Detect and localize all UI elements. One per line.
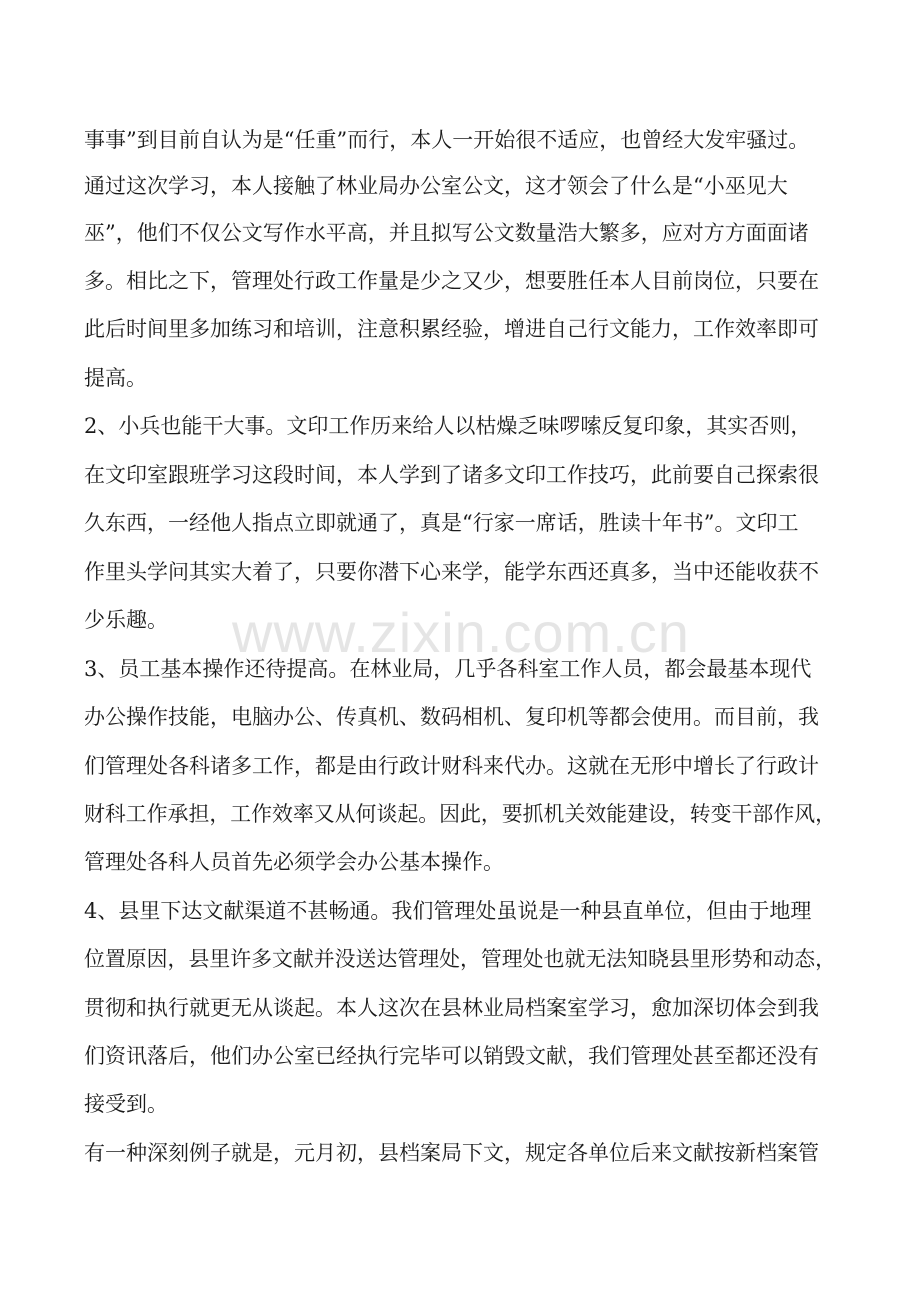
text-line: 贯彻和执行就更无从谈起。本人这次在县林业局档案室学习，愈加深切体会到我 — [84, 996, 819, 1020]
text-line: 管理处各科人员首先必须学会办公基本操作。 — [84, 850, 504, 874]
text-line: 巫”，他们不仅公文写作水平高，并且拟写公文数量浩大繁多，应对方方面面诸 — [84, 221, 809, 245]
text-line: 此后时间里多加练习和培训，注意积累经验，增进自己行文能力，工作效率即可 — [84, 317, 819, 341]
text-line: 财科工作承担，工作效率又从何谈起。因此，要抓机关效能建设，转变干部作风， — [84, 802, 836, 826]
watermark: www.zixin.com.cn — [232, 601, 690, 664]
text-line: 事事”到目前自认为是“任重”而行，本人一开始很不适应，也曾经大发牢骚过。 — [84, 128, 810, 152]
text-line: 位置原因，县里许多文献并没送达管理处，管理处也就无法知晓县里形势和动态， — [84, 947, 836, 971]
text-line: 通过这次学习，本人接触了林业局办公室公文，这才领会了什么是“小巫见大 — [84, 174, 788, 198]
text-line: 少乐趣。 — [84, 608, 168, 632]
text-line: 作里头学问其实大着了，只要你潜下心来学，能学东西还真多，当中还能收获不 — [84, 560, 819, 584]
text-line: 接受到。 — [84, 1092, 168, 1116]
text-line: 们管理处各科诸多工作，都是由行政计财科来代办。这就在无形中增长了行政计 — [84, 754, 819, 778]
text-line: 有一种深刻例子就是，元月初，县档案局下文，规定各单位后来文献按新档案管 — [84, 1141, 819, 1165]
text-line: 久东西，一经他人指点立即就通了，真是“行家一席话，胜读十年书”。文印工 — [84, 511, 799, 535]
text-line: 提高。 — [84, 366, 147, 390]
text-line: 2、小兵也能干大事。文印工作历来给人以枯燥乏味啰嗦反复印象，其实否则， — [84, 414, 812, 438]
text-line: 在文印室跟班学习这段时间，本人学到了诸多文印工作技巧，此前要自己探索很 — [84, 463, 819, 487]
text-line: 3、员工基本操作还待提高。在林业局，几乎各科室工作人员，都会最基本现代 — [84, 657, 812, 681]
text-line: 多。相比之下，管理处行政工作量是少之又少，想要胜任本人目前岗位，只要在 — [84, 269, 819, 293]
text-line: 4、县里下达文献渠道不甚畅通。我们管理处虽说是一种县直单位，但由于地理 — [84, 899, 812, 923]
text-line: 们资讯落后，他们办公室已经执行完毕可以销毁文献，我们管理处甚至都还没有 — [84, 1044, 819, 1068]
text-line: 办公操作技能，电脑办公、传真机、数码相机、复印机等都会使用。而目前，我 — [84, 705, 819, 729]
